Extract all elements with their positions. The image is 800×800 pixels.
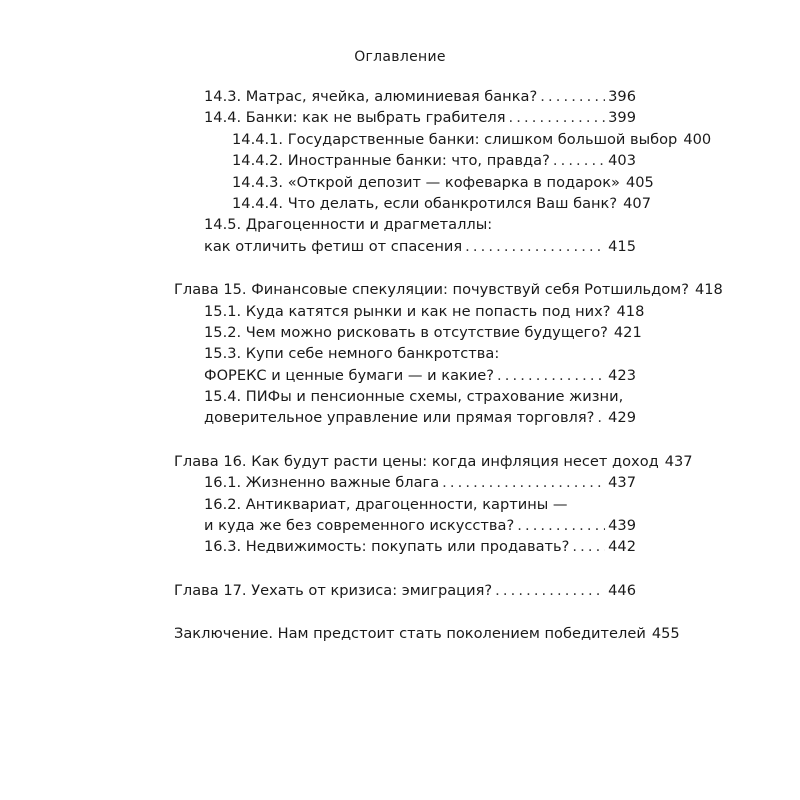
- section-gap: [174, 558, 636, 580]
- toc-entry-text: Глава 15. Финансовые спекуляции: почувствуй себя Ротшильдом?: [174, 281, 689, 299]
- page-number: 421: [613, 323, 642, 341]
- toc-entry[interactable]: [174, 279, 723, 300]
- dot-leader: [495, 580, 605, 601]
- toc-entry-line: [174, 150, 636, 171]
- toc-entry-line: [174, 536, 636, 557]
- dot-leader: [442, 472, 605, 493]
- toc-entry[interactable]: [174, 150, 636, 171]
- toc-entry-text: как отличить фетиш от спасения: [204, 237, 463, 255]
- page-number: 446: [608, 581, 636, 599]
- toc-entry-line: [174, 236, 636, 257]
- toc-entry-line: [174, 472, 636, 493]
- page-number: 403: [608, 152, 636, 170]
- toc-entry-text: 16.1. Жизненно важные блага: [204, 474, 440, 492]
- page-number: 405: [625, 173, 654, 191]
- toc-entry-line: [174, 279, 723, 300]
- page-number: 407: [623, 194, 651, 212]
- dot-leader: [465, 236, 605, 257]
- page-number: 396: [608, 88, 636, 105]
- toc-entry[interactable]: [174, 536, 636, 557]
- toc-entry[interactable]: [174, 580, 636, 601]
- toc-entry[interactable]: [174, 322, 642, 343]
- toc-entry-line: [174, 214, 636, 235]
- page-number: 418: [694, 281, 723, 299]
- toc-entry-text: 14.3. Матрас, ячейка, алюминиевая банка?: [204, 88, 538, 105]
- toc-entry-line: [174, 580, 636, 601]
- toc-entry[interactable]: [174, 193, 651, 214]
- section-gap: [174, 601, 636, 623]
- toc-entry[interactable]: [174, 623, 680, 644]
- page-number: 418: [616, 302, 645, 320]
- toc-entry-text: 15.2. Чем можно рисковать в отсутствие будущего?: [204, 323, 608, 341]
- page-number: 399: [608, 109, 636, 127]
- section-gap: [174, 257, 636, 279]
- page-number: 423: [608, 366, 636, 384]
- toc-entry-line: [174, 494, 636, 515]
- toc-entry-text: Глава 16. Как будут расти цены: когда инфляция несет доход: [174, 452, 659, 470]
- toc-entry-text: 15.3. Купи себе немного банкротства:: [204, 345, 500, 363]
- toc-entry[interactable]: [174, 172, 654, 193]
- toc-entry[interactable]: [174, 343, 636, 386]
- toc-entry-text: Заключение. Нам предстоит стать поколением победителей: [174, 625, 646, 643]
- dot-leader: [597, 407, 605, 428]
- toc-entry-text: доверительное управление или прямая торговля?: [204, 409, 595, 427]
- toc-entry-text: Глава 17. Уехать от кризиса: эмиграция?: [174, 581, 493, 599]
- toc-entry-text: 16.2. Антиквариат, драгоценности, картины —: [204, 495, 568, 513]
- toc-entry-line: [174, 301, 645, 322]
- dot-leader: [572, 536, 605, 557]
- section-gap: [174, 429, 636, 451]
- page-number: 442: [608, 538, 636, 556]
- toc-entry-line: [174, 407, 636, 428]
- dot-leader: [517, 515, 605, 536]
- toc-entry[interactable]: [174, 301, 645, 322]
- toc-entry-line: [174, 515, 636, 536]
- toc-entry-line: [174, 107, 636, 128]
- toc-entry[interactable]: [174, 214, 636, 257]
- toc-entry-line: [174, 322, 642, 343]
- toc-entry-line: [174, 193, 651, 214]
- toc-entry-text: 15.1. Куда катятся рынки и как не попасть под них?: [204, 302, 611, 320]
- table-of-contents: [174, 86, 723, 645]
- toc-entry-line: [174, 343, 636, 364]
- toc-entry-text: ФОРЕКС и ценные бумаги — и какие?: [204, 366, 495, 384]
- toc-entry[interactable]: [174, 494, 636, 537]
- dot-leader: [540, 86, 605, 107]
- toc-entry-text: 14.4.4. Что делать, если обанкротился Ваш банк?: [232, 194, 618, 212]
- toc-entry[interactable]: [174, 386, 636, 429]
- page-number: 429: [608, 409, 636, 427]
- toc-entry-line: [174, 623, 680, 644]
- dot-leader: [509, 107, 606, 128]
- page-number: 437: [664, 452, 693, 470]
- toc-entry-text: 14.5. Драгоценности и драгметаллы:: [204, 216, 493, 234]
- dot-leader: [497, 365, 605, 386]
- toc-entry-line: [174, 172, 654, 193]
- toc-entry[interactable]: [174, 107, 636, 128]
- toc-entry[interactable]: [174, 472, 636, 493]
- page-number: 437: [608, 474, 636, 492]
- dot-leader: [553, 150, 605, 171]
- toc-entry-text: 14.4. Банки: как не выбрать грабителя: [204, 109, 506, 127]
- toc-entry-text: 14.4.1. Государственные банки: слишком большой выбор: [232, 130, 678, 148]
- toc-entry-line: [174, 129, 712, 150]
- toc-entry[interactable]: [174, 451, 693, 472]
- toc-entry[interactable]: [174, 129, 712, 150]
- toc-entry-text: и куда же без современного искусства?: [204, 517, 515, 535]
- toc-entry[interactable]: [174, 86, 636, 107]
- page-number: 455: [651, 625, 680, 643]
- toc-entry-line: [174, 365, 636, 386]
- page-number: 439: [608, 517, 636, 535]
- toc-entry-text: 14.4.2. Иностранные банки: что, правда?: [232, 152, 550, 170]
- toc-entry-text: 14.4.3. «Открой депозит — кофеварка в подарок»: [232, 173, 620, 191]
- page-number: 415: [608, 237, 636, 255]
- page-number: 400: [683, 130, 712, 148]
- toc-entry-text: 15.4. ПИФы и пенсионные схемы, страхование жизни,: [204, 388, 624, 406]
- toc-entry-line: [174, 386, 636, 407]
- toc-entry-line: [174, 86, 636, 107]
- toc-entry-text: 16.3. Недвижимость: покупать или продавать?: [204, 538, 570, 556]
- toc-entry-line: [174, 451, 693, 472]
- page-title: Оглавление: [354, 49, 446, 65]
